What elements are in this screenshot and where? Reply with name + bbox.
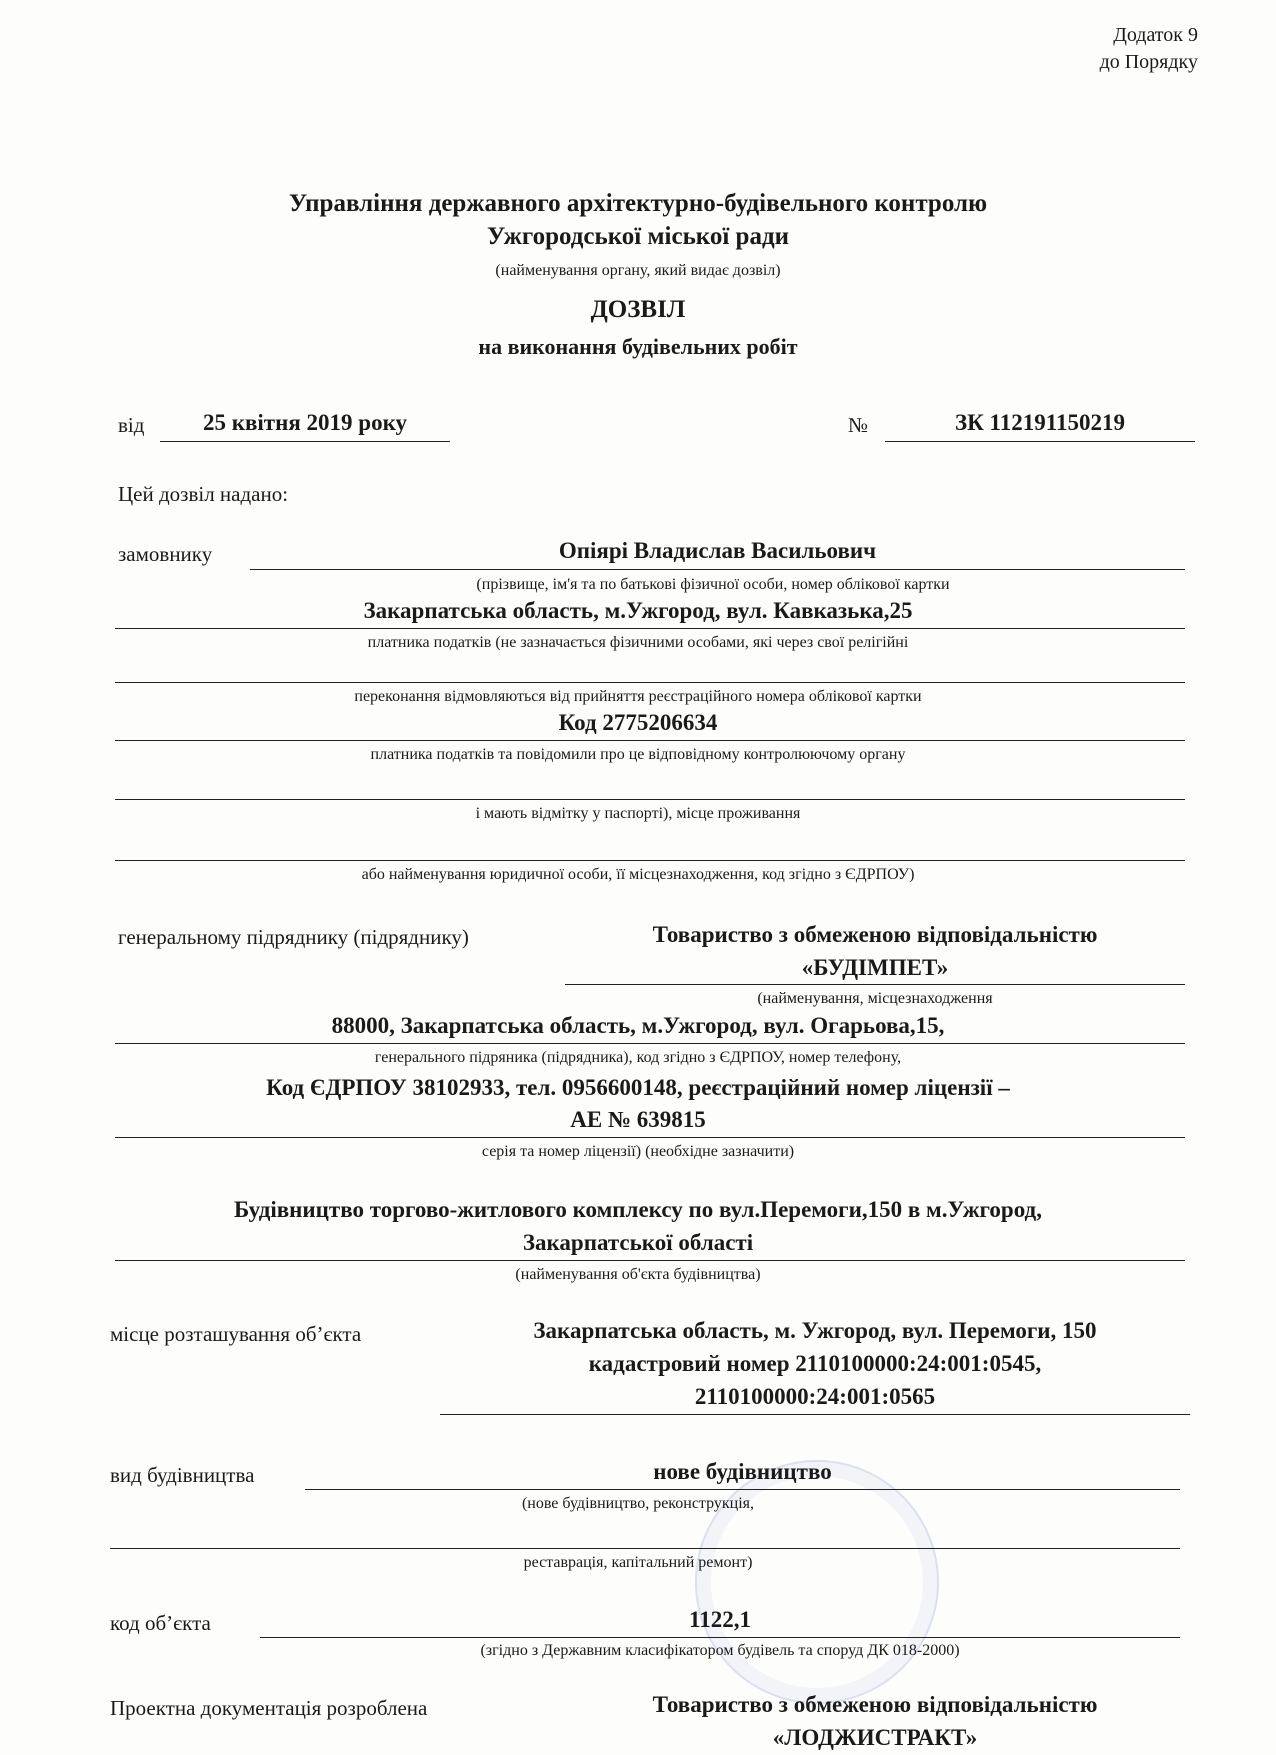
location-underline: [440, 1414, 1190, 1415]
blank-underline-1: [115, 682, 1185, 683]
document-title: ДОЗВІЛ: [590, 296, 686, 323]
date-value: 25 квітня 2019 року: [202, 410, 408, 435]
customer-code: Код 2775206634: [558, 710, 718, 735]
show-through-text: [90, 70, 1090, 150]
number-label: №: [848, 413, 869, 437]
object-code-underline: [260, 1637, 1180, 1638]
contractor-name1: Товариство з обмеженою відповідальністю: [652, 922, 1098, 947]
number-underline: [885, 441, 1195, 442]
blank-underline-4: [110, 1548, 1180, 1549]
issuer-org-line1: Управління державного архітектурно-будівельного контролю: [288, 190, 988, 217]
customer-caption1: (прізвище, ім'я та по батькові фізичної особи, номер облікової картки: [476, 576, 950, 593]
contractor-label: генеральному підряднику (підряднику): [118, 925, 469, 949]
contractor-address-underline: [115, 1043, 1185, 1044]
object-caption: (найменування об'єкта будівництва): [515, 1266, 761, 1283]
date-label: від: [118, 413, 145, 437]
contractor-caption3: серія та номер ліцензії) (необхідне зазначити): [481, 1143, 795, 1160]
addendum-line2: до Порядку: [1099, 51, 1198, 73]
issuer-caption: (найменування органу, який видає дозвіл): [495, 262, 781, 279]
construction-type-underline: [305, 1489, 1180, 1490]
location-label: місце розташування об’єкта: [110, 1322, 362, 1346]
contractor-details-underline: [115, 1137, 1185, 1138]
contractor-details2: АЕ № 639815: [570, 1107, 706, 1132]
customer-label: замовнику: [118, 542, 213, 566]
construction-type-value: нове будівництво: [653, 1459, 832, 1484]
construction-type-caption1: (нове будівництво, реконструкція,: [521, 1495, 755, 1512]
document-subtitle: на виконання будівельних робіт: [478, 334, 798, 359]
issuer-org-line2: Ужгородської міської ради: [486, 223, 790, 250]
design-value1: Товариство з обмеженою відповідальністю: [652, 1692, 1098, 1717]
location-line2: кадастровий номер 2110100000:24:001:0545,: [588, 1351, 1042, 1376]
customer-code-underline: [115, 740, 1185, 741]
blank-underline-3: [115, 860, 1185, 861]
construction-type-caption2: реставрація, капітальний ремонт): [523, 1554, 753, 1571]
customer-name-underline: [250, 569, 1185, 570]
blank-underline-2: [115, 799, 1185, 800]
customer-caption4: платника податків та повідомили про це відповідному контролюючому органу: [370, 746, 906, 763]
object-code-label: код об’єкта: [110, 1611, 211, 1635]
customer-name: Опіярі Владислав Васильович: [558, 538, 877, 563]
contractor-caption2: генерального підряника (підрядника), код згідно з ЄДРПОУ, номер телефону,: [374, 1049, 902, 1066]
contractor-details1: Код ЄДРПОУ 38102933, тел. 0956600148, реєстраційний номер ліцензії –: [266, 1075, 1010, 1100]
object-code-caption: (згідно з Державним класифікатором будівель та споруд ДК 018-2000): [480, 1642, 960, 1659]
contractor-caption1: (найменування, місцезнаходження: [757, 990, 993, 1007]
customer-caption5: і мають відмітку у паспорті), місце проживання: [475, 805, 801, 822]
design-value2: «ЛОДЖИСТРАКТ»: [772, 1725, 978, 1750]
customer-caption2: платника податків (не зазначається фізичними особами, які через свої релігійні: [367, 634, 909, 651]
object-name2: Закарпатської області: [522, 1230, 754, 1255]
contractor-address: 88000, Закарпатська область, м.Ужгород, вул. Огарьова,15,: [331, 1013, 945, 1038]
number-value: ЗК 112191150219: [954, 410, 1126, 435]
customer-caption6: або найменування юридичної особи, її місцезнаходження, код згідно з ЄДРПОУ): [361, 866, 915, 883]
design-label: Проектна документація розроблена: [110, 1696, 428, 1720]
addendum-note: [1100, 22, 1198, 76]
object-name1: Будівництво торгово-житлового комплексу по вул.Перемоги,150 в м.Ужгород,: [234, 1197, 1042, 1222]
location-line3: 2110100000:24:001:0565: [694, 1384, 936, 1409]
customer-caption3: переконання відмовляються від прийняття реєстраційного номера облікової картки: [354, 688, 922, 705]
location-line1: Закарпатська область, м. Ужгород, вул. Перемоги, 150: [533, 1318, 1097, 1343]
addendum-line1: Додаток 9: [1113, 24, 1198, 46]
date-underline: [160, 441, 450, 442]
contractor-name2: «БУДІМПЕТ»: [801, 955, 949, 980]
construction-type-label: вид будівництва: [110, 1463, 255, 1487]
granted-label: Цей дозвіл надано:: [118, 482, 289, 506]
customer-address-underline: [115, 628, 1185, 629]
customer-address: Закарпатська область, м.Ужгород, вул. Кавказька,25: [363, 598, 913, 623]
object-code-value: 1122,1: [689, 1607, 751, 1632]
object-name-underline: [115, 1260, 1185, 1261]
contractor-name-underline: [565, 984, 1185, 985]
